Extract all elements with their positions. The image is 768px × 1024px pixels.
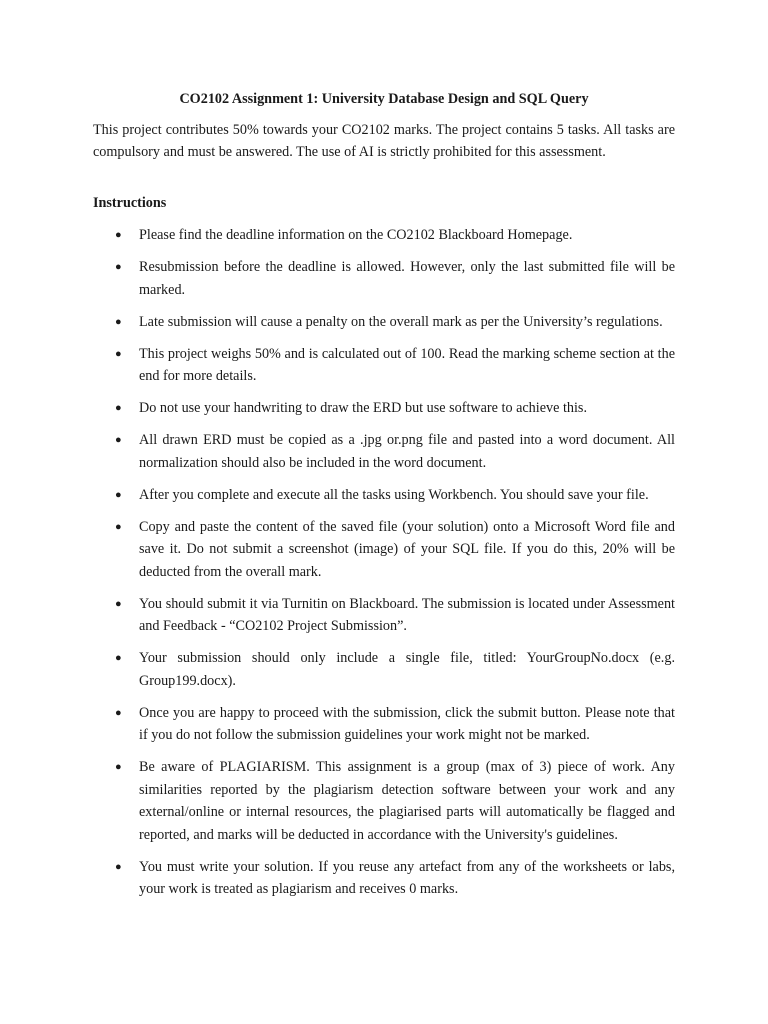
bullet-icon: ● bbox=[115, 652, 122, 664]
list-item-text: Once you are happy to proceed with the submission, click the submit button. Please note that if you do not follow the submission guidelines your work might not be marked. bbox=[139, 704, 675, 743]
list-item-text: Copy and paste the content of the saved file (your solution) onto a Microsoft Word file and save it. Do not submit a screenshot (image) of your SQL file. If you do this, 20% will be deducted from the overall mark. bbox=[139, 518, 675, 580]
list-item-text: Be aware of PLAGIARISM. This assignment is a group (max of 3) piece of work. Any similarities reported by the plagiarism detection software between your work and any external/online or internal resources, the plagiarised parts will automatically be flagged and reported, and marks will be deducted in accordance with the University's guidelines. bbox=[139, 759, 675, 843]
bullet-icon: ● bbox=[115, 347, 122, 360]
list-item bbox=[93, 856, 675, 901]
list-item-text: You should submit it via Turnitin on Blackboard. The submission is located under Assessment and Feedback - “CO2102 Project Submission”. bbox=[139, 595, 675, 634]
bullet-icon: ● bbox=[115, 860, 122, 873]
instructions-heading: Instructions bbox=[93, 195, 167, 211]
list-item bbox=[93, 756, 675, 846]
list-item bbox=[93, 593, 675, 638]
bullet-icon: ● bbox=[115, 434, 122, 446]
list-item bbox=[93, 256, 675, 301]
list-item bbox=[93, 516, 675, 584]
list-item-text: All drawn ERD must be copied as a .jpg or.png file and pasted into a word document. All normalization should also be included in the word document. bbox=[139, 432, 675, 471]
bullet-icon: ● bbox=[115, 706, 122, 719]
bullet-icon: ● bbox=[115, 520, 122, 533]
bullet-icon: ● bbox=[115, 402, 122, 414]
bullet-icon: ● bbox=[115, 229, 122, 241]
list-item-text: You must write your solution. If you reuse any artefact from any of the worksheets or labs, your work is treated as plagiarism and receives 0 marks. bbox=[139, 858, 675, 897]
list-item-text: Your submission should only include a single file, titled: YourGroupNo.docx (e.g. Group199.docx). bbox=[139, 650, 675, 689]
list-item bbox=[93, 397, 675, 420]
list-item bbox=[93, 311, 675, 334]
instructions-list bbox=[93, 224, 675, 901]
list-item-text: Please find the deadline information on the CO2102 Blackboard Homepage. bbox=[139, 227, 573, 243]
list-item-text: Do not use your handwriting to draw the ERD but use software to achieve this. bbox=[139, 400, 587, 416]
intro-paragraph: This project contributes 50% towards your CO2102 marks. The project contains 5 tasks. All tasks are compulsory and must be answered. The use of AI is strictly prohibited for this assessment. bbox=[93, 122, 675, 160]
list-item bbox=[93, 702, 675, 747]
bullet-icon: ● bbox=[115, 488, 122, 501]
list-item bbox=[93, 484, 675, 507]
list-item bbox=[93, 647, 675, 692]
bullet-icon: ● bbox=[115, 761, 122, 773]
list-item bbox=[93, 343, 675, 388]
list-item-text: Late submission will cause a penalty on the overall mark as per the University’s regulations. bbox=[139, 313, 663, 330]
list-item bbox=[93, 429, 675, 474]
document-title: CO2102 Assignment 1: University Database Design and SQL Query bbox=[179, 91, 589, 107]
bullet-icon: ● bbox=[115, 261, 122, 273]
document-page bbox=[93, 88, 675, 910]
bullet-icon: ● bbox=[115, 315, 122, 328]
bullet-icon: ● bbox=[115, 597, 122, 610]
list-item-text: Resubmission before the deadline is allowed. However, only the last submitted file will be marked. bbox=[139, 259, 675, 298]
list-item-text: After you complete and execute all the tasks using Workbench. You should save your file. bbox=[139, 486, 649, 503]
list-item bbox=[93, 224, 675, 247]
list-item-text: This project weighs 50% and is calculated out of 100. Read the marking scheme section at the end for more details. bbox=[139, 345, 675, 384]
